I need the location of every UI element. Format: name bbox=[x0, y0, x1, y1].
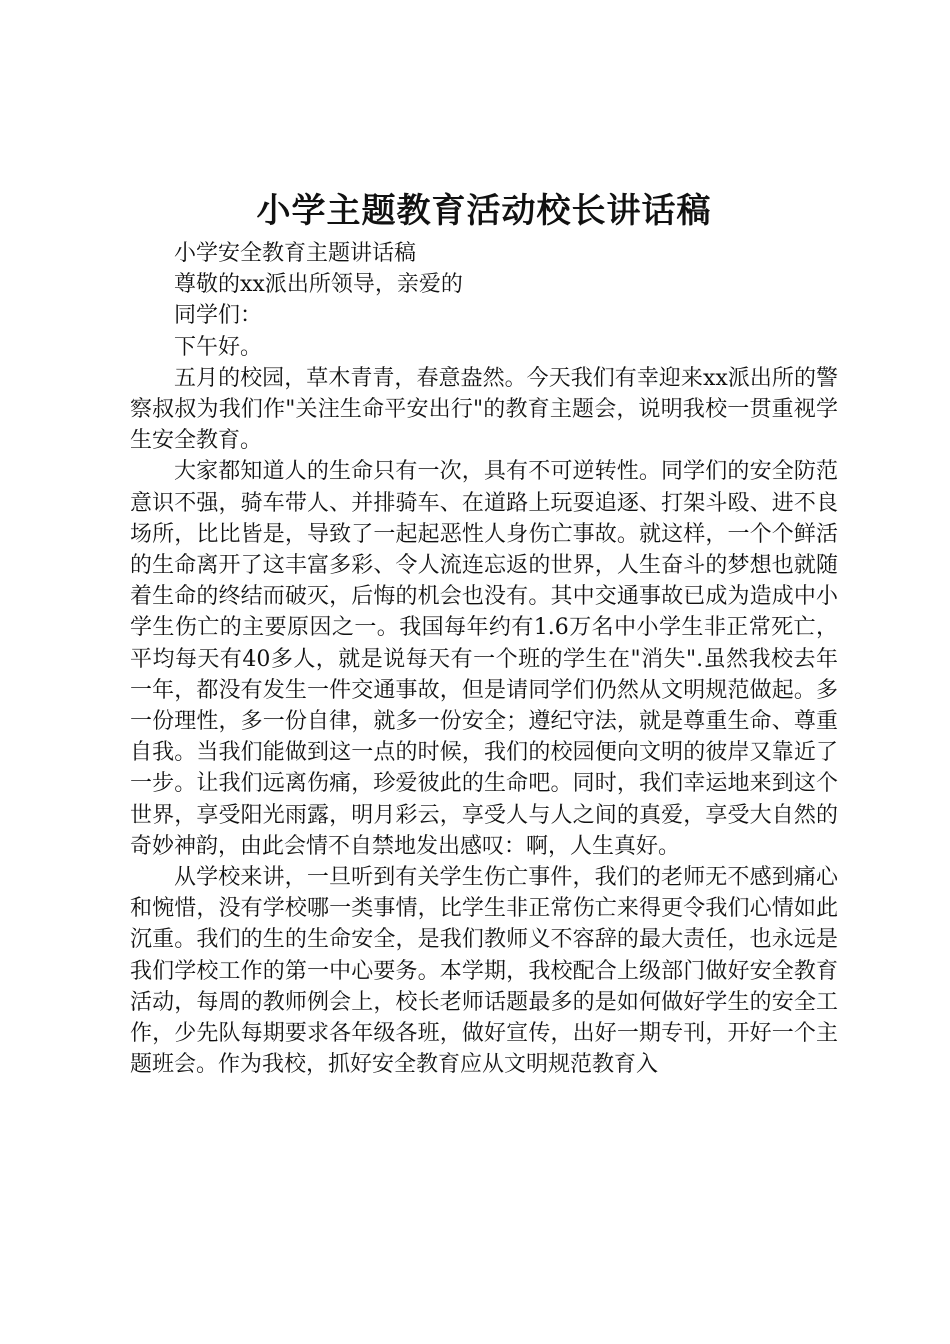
paragraph-body: 从学校来讲，一旦听到有关学生伤亡事件，我们的老师无不感到痛心和惋惜，没有学校哪一类事情，比学生非正常伤亡来得更令我们心情如此沉重。我们的生的生命安全，是我们教师义不容辞的最大责任，也永远是我们学校工作的第一中心要务。本学期，我校配合上级部门做好安全教育活动，每周的教师例会上，校长老师话题最多的是如何做好学生的安全工作，少先队每期要求各年级各班，做好宣传，出好一期专刊，开好一个主题班会。作为我校，抓好安全教育应从文明规范教育入 bbox=[130, 865, 838, 1078]
paragraph-greeting: 下午好。 bbox=[174, 334, 263, 360]
paragraph-body: 五月的校园，草木青青，春意盎然。今天我们有幸迎来xx派出所的警察叔叔为我们作"关注生命平安出行"的教育主题会，说明我校一贯重视学生安全教育。 bbox=[130, 365, 838, 454]
paragraph-salutation-cont: 同学们： bbox=[174, 303, 263, 329]
document-page bbox=[130, 0, 838, 1080]
document-title: 小学主题教育活动校长讲话稿 bbox=[256, 191, 712, 231]
paragraph-salutation: 尊敬的xx派出所领导，亲爱的 bbox=[174, 272, 463, 298]
paragraph-subtitle: 小学安全教育主题讲话稿 bbox=[174, 241, 417, 266]
document-body bbox=[130, 238, 838, 1080]
paragraph-body: 大家都知道人的生命只有一次，具有不可逆转性。同学们的安全防范意识不强，骑车带人、并排骑车、在道路上玩耍追逐、打架斗殴、进不良场所，比比皆是，导致了一起起恶性人身伤亡事故。就这样，一个个鲜活的生命离开了这丰富多彩、令人流连忘返的世界，人生奋斗的梦想也就随着生命的终结而破灭，后悔的机会也没有。其中交通事故已成为造成中小学生伤亡的主要原因之一。我国每年约有1.6万名中小学生非正常死亡，平均每天有40多人，就是说每天有一个班的学生在"消失".虽然我校去年一年，都没有发生一件交通事故，但是请同学们仍然从文明规范做起。多一份理性，多一份自律，就多一份安全；遵纪守法，就是尊重生命、尊重自我。当我们能做到这一点的时候，我们的校园便向文明的彼岸又靠近了一步。让我们远离伤痛，珍爱彼此的生命吧。同时，我们幸运地来到这个世界，享受阳光雨露，明月彩云，享受人与人之间的真爱，享受大自然的奇妙神韵，由此会情不自禁地发出感叹：啊，人生真好。 bbox=[130, 459, 838, 859]
